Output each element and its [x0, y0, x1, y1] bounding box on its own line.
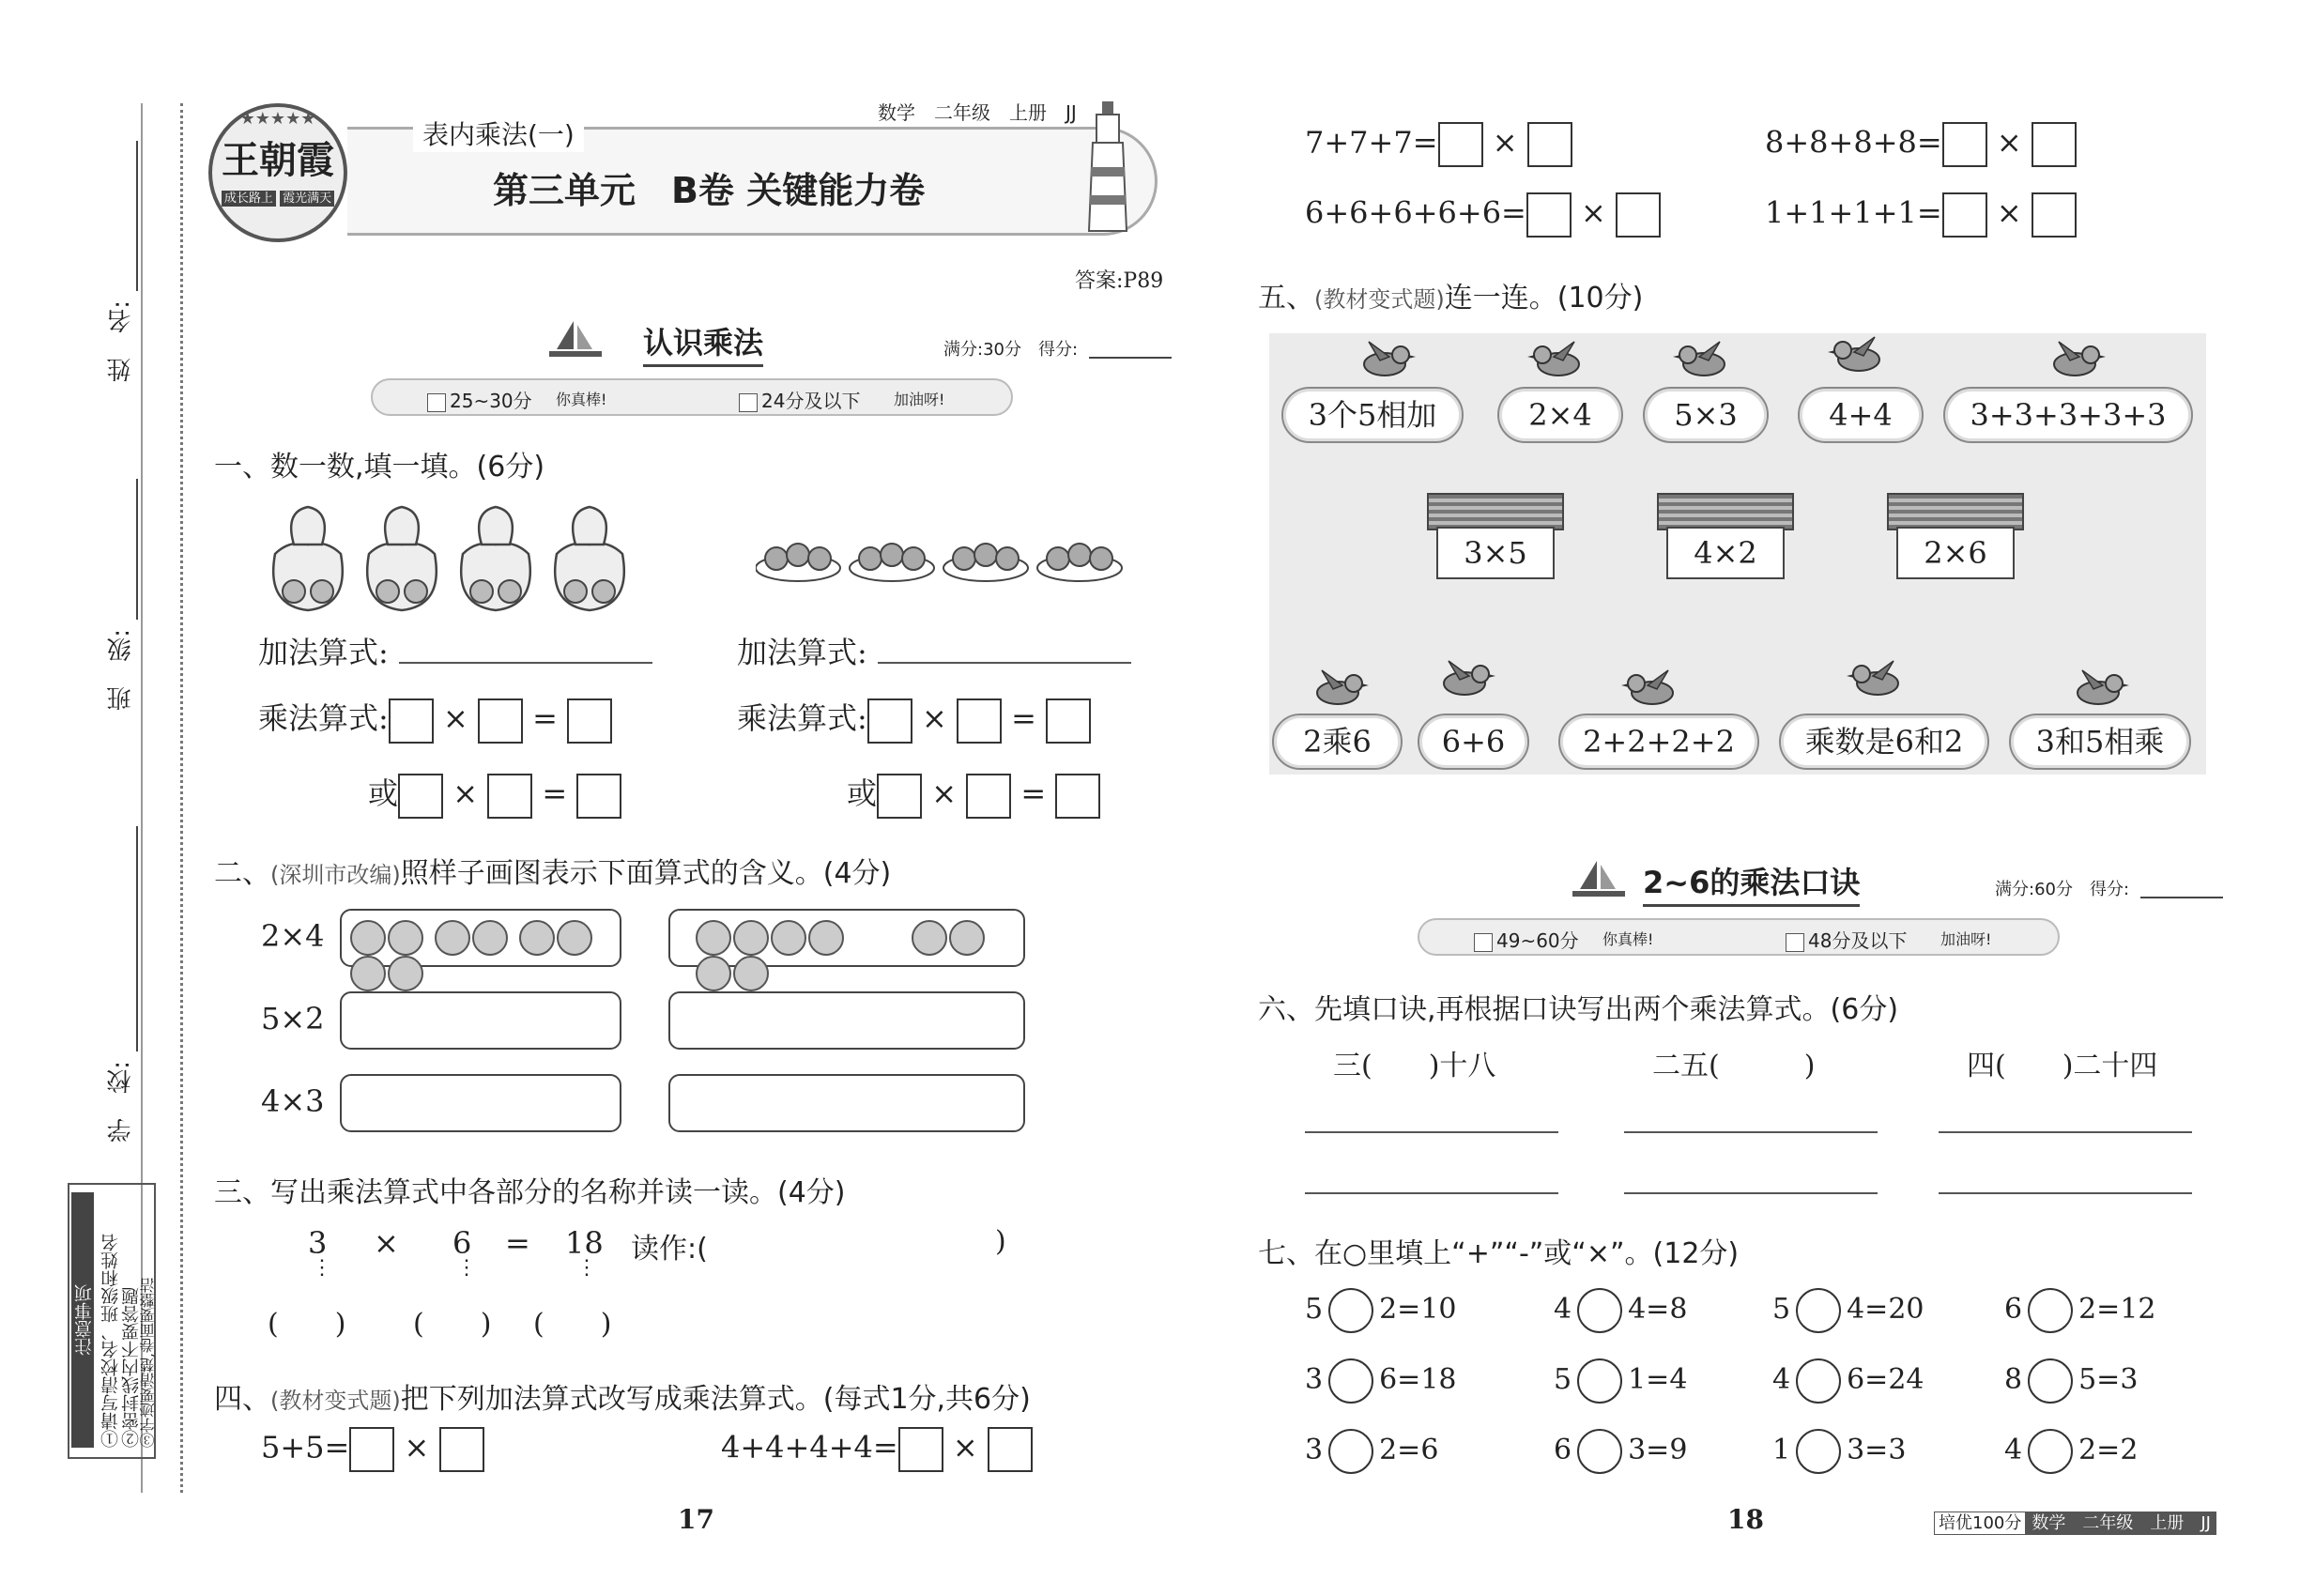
q4-box[interactable] — [349, 1427, 394, 1472]
q1a-mul-label: 乘法算式: — [258, 700, 389, 736]
q1a-box1[interactable] — [389, 698, 434, 744]
bird-icon — [1619, 667, 1685, 710]
section1-score: 满分:30分 得分: — [943, 340, 1079, 360]
times-sign: × — [931, 775, 957, 811]
q3-times: × — [374, 1225, 399, 1261]
answer-ref: 答案:P89 — [1075, 269, 1164, 293]
dot — [696, 920, 731, 956]
q3-factor2: 6 — [452, 1225, 472, 1261]
dot — [350, 956, 386, 991]
q2-label-3: 4×3 — [261, 1083, 325, 1119]
operator-circle[interactable] — [1328, 1358, 1373, 1404]
logo-name: 王朝霞 — [222, 138, 334, 182]
times-sign: × — [404, 1429, 430, 1466]
q5-text: 连一连。(10分) — [1444, 282, 1644, 315]
dot — [696, 956, 731, 991]
bird-icon — [2065, 667, 2131, 710]
q6-item-1[interactable]: 三( )十八 — [1333, 1050, 1496, 1082]
times-sign: × — [452, 775, 478, 811]
section1-tiers — [371, 378, 1013, 416]
q3-product: 18 — [565, 1225, 604, 1261]
section2-title: 2~6的乘法口诀 — [1643, 859, 1860, 907]
q4-expr: 4+4+4+4= — [721, 1429, 898, 1466]
q6-answer-line[interactable] — [1939, 1131, 2192, 1133]
house-roof — [1427, 493, 1564, 530]
school-label: 学 校: — [107, 1061, 135, 1143]
notice-title: 注意事项 — [71, 1192, 94, 1448]
operator-circle[interactable] — [1328, 1429, 1373, 1474]
tier1-msg: 你真棒! — [1602, 930, 1654, 948]
q4-expr: 7+7+7= — [1305, 124, 1438, 161]
tier2-range: 48分及以下 — [1808, 929, 1908, 952]
q4-box[interactable] — [1942, 192, 1987, 238]
dot — [733, 920, 769, 956]
bird-icon — [1845, 657, 1910, 700]
notice-box — [68, 1183, 156, 1459]
q5-number: 五、 — [1258, 282, 1314, 315]
cloud-top-5[interactable]: 3+3+3+3+3 — [1943, 387, 2193, 443]
times-sign: × — [921, 700, 947, 736]
q6-title: 六、先填口诀,再根据口诀写出两个乘法算式。(6分) — [1258, 993, 1899, 1026]
binding-line — [180, 103, 183, 1493]
house-roof — [1657, 493, 1794, 530]
q4-number: 四、 — [214, 1383, 270, 1416]
page-title: 第三单元 B卷 关键能力卷 — [493, 170, 926, 211]
q5-title — [1258, 274, 1643, 315]
q4-box[interactable] — [1438, 122, 1483, 167]
cloud-bottom-1[interactable]: 2乘6 — [1272, 714, 1403, 770]
q1b-box4[interactable] — [877, 774, 922, 819]
logo-tag1: 成长路上 — [222, 191, 276, 207]
tier2-checkbox[interactable] — [739, 393, 758, 412]
times-sign: × — [442, 700, 468, 736]
q1b-mul-label: 乘法算式: — [737, 700, 867, 736]
q2-title — [214, 850, 891, 891]
section2-score-field[interactable] — [2140, 897, 2223, 898]
q6-answer-line[interactable] — [1624, 1131, 1878, 1133]
dot — [472, 920, 508, 956]
bird-icon — [2042, 338, 2108, 381]
q1a-add-label: 加法算式: — [258, 635, 389, 670]
dot — [557, 920, 592, 956]
q7-title: 七、在○里填上“+”“-”或“×”。(12分) — [1258, 1237, 1740, 1270]
section1-title: 认识乘法 — [643, 319, 763, 367]
footer-tag — [1934, 1510, 2216, 1534]
q2-draw-box-2a[interactable] — [340, 991, 621, 1050]
q1a-mul-row2 — [368, 770, 621, 819]
q4-item-3 — [1305, 122, 1572, 167]
q4-title — [214, 1375, 1031, 1417]
notice-1: ①请写清校名、班级和姓名 — [100, 1234, 121, 1448]
dot — [808, 920, 844, 956]
cloud-top-4[interactable]: 4+4 — [1798, 387, 1924, 443]
logo-stars: ★★★★★ — [239, 109, 316, 129]
section2-score: 满分:60分 得分: — [1995, 880, 2130, 899]
operator-circle[interactable] — [1796, 1358, 1841, 1404]
class-field[interactable] — [136, 479, 138, 620]
notice-2: ②密封线内不要答题 — [121, 1287, 142, 1448]
q3-blank-1[interactable]: ( ) — [268, 1308, 346, 1341]
dot — [388, 920, 423, 956]
times-sign: × — [1996, 194, 2022, 231]
q1b-mul-row1 — [737, 695, 1091, 744]
cloud-bottom-3[interactable]: 2+2+2+2 — [1558, 714, 1759, 770]
name-field[interactable] — [136, 141, 138, 291]
q2-example-box-a — [340, 909, 621, 967]
house-2[interactable]: 4×2 — [1666, 527, 1785, 579]
q3-eq: = — [505, 1225, 530, 1261]
q4-expr: 1+1+1+1= — [1765, 194, 1942, 231]
q6-answer-line[interactable] — [1305, 1192, 1558, 1194]
logo-tag2: 霞光满天 — [280, 191, 334, 207]
school-field[interactable] — [136, 826, 138, 1051]
q1b-mul-row2 — [847, 770, 1100, 819]
q4-item-2 — [721, 1427, 1033, 1472]
q7-item: 8 5=3 — [2004, 1358, 2138, 1404]
q3-factor1: 3 — [308, 1225, 328, 1261]
q4-box[interactable] — [988, 1427, 1033, 1472]
q1b-box2[interactable] — [957, 698, 1002, 744]
q2-draw-box-3b[interactable] — [668, 1074, 1025, 1132]
q4-item-1 — [261, 1427, 484, 1472]
q1b-add-field[interactable] — [878, 662, 1131, 664]
cloud-top-1[interactable]: 3个5相加 — [1281, 387, 1464, 443]
q1a-box4[interactable] — [398, 774, 443, 819]
q3-dots-3: ⋮ — [576, 1256, 597, 1280]
q4-expr: 5+5= — [261, 1429, 350, 1466]
q4-text: 把下列加法算式改写成乘法算式。(每式1分,共6分) — [400, 1383, 1031, 1416]
dot — [350, 920, 386, 956]
page-number-left: 17 — [678, 1504, 714, 1535]
house-1[interactable]: 3×5 — [1436, 527, 1555, 579]
operator-circle[interactable] — [2028, 1429, 2073, 1474]
q7-item: 4 2=2 — [2004, 1429, 2138, 1474]
bird-icon — [1305, 667, 1371, 710]
footer-info: 数学 二年级 上册 JJ — [2026, 1512, 2216, 1535]
operator-circle[interactable] — [2028, 1288, 2073, 1333]
money-bags-image — [261, 502, 636, 619]
bird-icon — [1671, 338, 1737, 381]
house-roof — [1887, 493, 2024, 530]
q7-item: 4 6=24 — [1772, 1358, 1924, 1404]
cloud-top-2[interactable]: 2×4 — [1497, 387, 1623, 443]
operator-circle[interactable] — [1328, 1288, 1373, 1333]
name-label: 姓 名: — [107, 300, 135, 382]
operator-circle[interactable] — [1577, 1288, 1622, 1333]
q1b-box5[interactable] — [966, 774, 1011, 819]
tier1-msg: 你真棒! — [556, 391, 607, 408]
q7-item: 1 3=3 — [1772, 1429, 1906, 1474]
q1a-box2[interactable] — [478, 698, 523, 744]
q2-label-1: 2×4 — [261, 918, 325, 954]
q1b-box6[interactable] — [1055, 774, 1100, 819]
equals-sign: = — [532, 700, 558, 736]
q3-blank-2[interactable]: ( ) — [413, 1308, 492, 1341]
or-label: 或 — [368, 775, 399, 811]
q7-item: 6 3=9 — [1554, 1429, 1687, 1474]
q3-title: 三、写出乘法算式中各部分的名称并读一读。(4分) — [214, 1176, 846, 1209]
tier1-range: 49~60分 — [1496, 929, 1579, 952]
q4-expr: 6+6+6+6+6= — [1305, 194, 1526, 231]
logo — [208, 103, 347, 242]
tier2-msg: 加油呀! — [1940, 930, 1992, 948]
q7-item: 3 6=18 — [1305, 1358, 1457, 1404]
q4-box[interactable] — [1616, 192, 1661, 238]
q4-expr: 8+8+8+8= — [1765, 124, 1942, 161]
notice-3: ③字迹要清楚,卷面要整洁 — [139, 1277, 157, 1448]
q3-dots-1: ⋮ — [312, 1256, 332, 1280]
q7-item: 3 2=6 — [1305, 1429, 1438, 1474]
fruit-plates-image — [756, 530, 1131, 591]
dot — [435, 920, 470, 956]
q6-answer-line[interactable] — [1939, 1192, 2192, 1194]
tier2-checkbox[interactable] — [1786, 933, 1804, 952]
q4-item-5 — [1305, 192, 1661, 238]
tier1-range: 25~30分 — [450, 390, 532, 412]
operator-circle[interactable] — [1796, 1288, 1841, 1333]
sailboat-icon — [549, 319, 602, 364]
times-sign: × — [1492, 124, 1518, 161]
page-number-right: 18 — [1727, 1504, 1764, 1535]
q7-item: 4 4=8 — [1554, 1288, 1687, 1333]
q4-item-6 — [1765, 192, 2077, 238]
equals-sign: = — [1011, 700, 1036, 736]
q3-blank-3[interactable]: ( ) — [533, 1308, 612, 1341]
bird-icon — [1432, 657, 1497, 700]
times-sign: × — [1996, 124, 2022, 161]
q6-answer-line[interactable] — [1305, 1131, 1558, 1133]
operator-circle[interactable] — [1577, 1358, 1622, 1404]
q3-read-close: ) — [995, 1225, 1006, 1258]
q3-dots-2: ⋮ — [456, 1256, 477, 1280]
section1-score-field[interactable] — [1089, 357, 1172, 359]
header-meta: 数学 二年级 上册 JJ — [878, 101, 1077, 124]
or-label: 或 — [847, 775, 878, 811]
footer-brand: 培优100分 — [1934, 1512, 2026, 1535]
q4-box[interactable] — [1527, 122, 1572, 167]
dot — [519, 920, 555, 956]
q7-item: 5 4=20 — [1772, 1288, 1924, 1333]
tier1-checkbox[interactable] — [427, 393, 446, 412]
cloud-top-3[interactable]: 5×3 — [1643, 387, 1769, 443]
q2-number: 二、 — [214, 857, 270, 890]
cloud-bottom-2[interactable]: 6+6 — [1418, 714, 1529, 770]
tier2-range: 24分及以下 — [761, 390, 861, 412]
q1a-box3[interactable] — [567, 698, 612, 744]
q3-read-label: 读作:( — [631, 1233, 708, 1266]
q4-box[interactable] — [1526, 192, 1572, 238]
sailboat-icon — [1572, 859, 1625, 904]
q4-box[interactable] — [2032, 122, 2077, 167]
q4-box[interactable] — [1942, 122, 1987, 167]
q2-text: 照样子画图表示下面算式的含义。(4分) — [400, 857, 892, 890]
q6-item-2[interactable]: 二五( ) — [1652, 1050, 1816, 1082]
dot — [733, 956, 769, 991]
q4-source: (教材变式题) — [270, 1388, 401, 1414]
equals-sign: = — [542, 775, 568, 811]
q2-draw-box-2b[interactable] — [668, 991, 1025, 1050]
q7-item: 5 2=10 — [1305, 1288, 1457, 1333]
q4-box[interactable] — [439, 1427, 484, 1472]
bird-icon — [1826, 333, 1892, 376]
q6-item-3[interactable]: 四( )二十四 — [1967, 1050, 2158, 1082]
q1a-add-field[interactable] — [399, 662, 652, 664]
q4-item-4 — [1765, 122, 2077, 167]
dot — [949, 920, 985, 956]
q2-label-2: 5×2 — [261, 1001, 325, 1036]
q1b-box3[interactable] — [1046, 698, 1091, 744]
class-label: 班 级: — [107, 629, 135, 711]
q1a-mul-row1 — [258, 695, 612, 744]
q2-example-box-b — [668, 909, 1025, 967]
times-sign: × — [952, 1429, 978, 1466]
q4-box[interactable] — [2032, 192, 2077, 238]
q6-answer-line[interactable] — [1624, 1192, 1878, 1194]
q2-source: (深圳市改编) — [270, 862, 401, 888]
dot — [388, 956, 423, 991]
bird-icon — [1352, 338, 1418, 381]
dot — [912, 920, 947, 956]
q7-item: 5 1=4 — [1554, 1358, 1687, 1404]
section2-tiers — [1418, 918, 2060, 956]
tier1-checkbox[interactable] — [1474, 933, 1493, 952]
q1b-add-label: 加法算式: — [737, 635, 867, 670]
q1b-box1[interactable] — [867, 698, 912, 744]
cloud-bottom-5[interactable]: 3和5相乘 — [2009, 714, 2191, 770]
times-sign: × — [1581, 194, 1606, 231]
q1a-box5[interactable] — [487, 774, 532, 819]
lighthouse-icon — [1080, 101, 1136, 237]
q4-box[interactable] — [898, 1427, 943, 1472]
q1-title: 一、数一数,填一填。(6分) — [214, 451, 545, 483]
q7-item: 6 2=12 — [2004, 1288, 2156, 1333]
dot — [771, 920, 806, 956]
cloud-bottom-4[interactable]: 乘数是6和2 — [1779, 714, 1989, 770]
header-subtitle: 表内乘法(一) — [413, 115, 584, 152]
tier2-msg: 加油呀! — [894, 391, 945, 408]
operator-circle[interactable] — [1577, 1429, 1622, 1474]
q1a-box6[interactable] — [576, 774, 621, 819]
operator-circle[interactable] — [1796, 1429, 1841, 1474]
equals-sign: = — [1020, 775, 1047, 811]
bird-icon — [1526, 338, 1591, 381]
q2-draw-box-3a[interactable] — [340, 1074, 621, 1132]
q5-source: (教材变式题) — [1314, 286, 1445, 313]
operator-circle[interactable] — [2028, 1358, 2073, 1404]
house-3[interactable]: 2×6 — [1896, 527, 2015, 579]
